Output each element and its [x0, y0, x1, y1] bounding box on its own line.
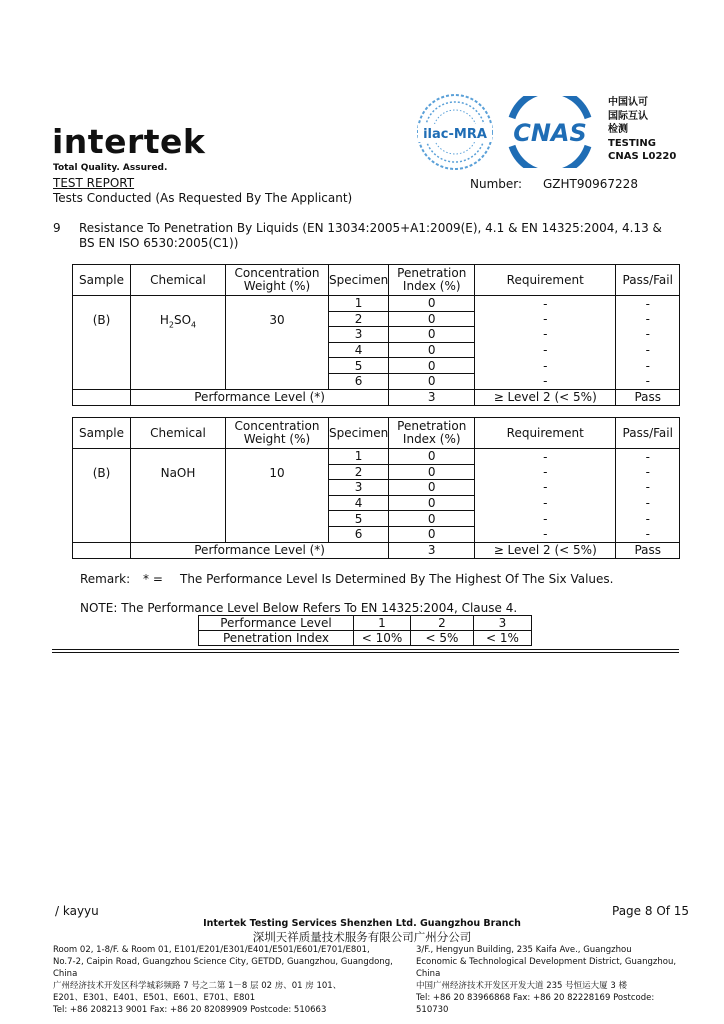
level-cell: 2 — [411, 616, 474, 631]
index-cell: 0 — [389, 358, 475, 374]
performance-blank — [73, 389, 131, 405]
header-sample: Sample — [73, 418, 131, 449]
address-line: 广州经济技术开发区科学城彩频路 7 号之二第 1－8 层 02 房、01 房 101、 — [53, 981, 342, 991]
cnas-line: 中国认可 — [608, 97, 648, 108]
index-cell: 0 — [389, 327, 475, 343]
section-title: Resistance To Penetration By Liquids (EN 13034:2005+A1:2009(E), 4.1 & EN 14325:2004, 4.13 & BS EN ISO 6530:2005(C1)) — [79, 221, 662, 250]
chemical-cell: NaOH — [131, 449, 226, 543]
header-specimen: Specimen — [329, 265, 389, 296]
results-table-h2so4 — [72, 264, 680, 406]
result-cell: - — [616, 358, 680, 374]
specimen-cell: 2 — [329, 464, 389, 480]
specimen-cell: 1 — [329, 449, 389, 465]
requirement-cell: - — [475, 511, 616, 527]
index-cell: < 1% — [474, 631, 532, 646]
divider — [52, 652, 679, 653]
chemical-cell — [131, 296, 226, 390]
header-penetration-line2: Index (%) — [402, 432, 461, 446]
header-specimen: Specimen — [329, 418, 389, 449]
specimen-cell: 6 — [329, 373, 389, 389]
performance-requirement: ≥ Level 2 (< 5%) — [475, 389, 616, 405]
requirement-cell: - — [475, 358, 616, 374]
ilac-logo-text: ilac-MRA — [423, 127, 487, 142]
cnas-line: CNAS L0220 — [608, 151, 677, 162]
report-number-label: Number: — [470, 177, 523, 191]
specimen-cell: 6 — [329, 526, 389, 542]
table-row — [73, 296, 680, 312]
ilac-mra-logo — [415, 92, 495, 172]
index-cell: 0 — [389, 342, 475, 358]
intertek-logo: intertek — [52, 122, 206, 161]
index-cell: 0 — [389, 511, 475, 527]
index-cell: 0 — [389, 495, 475, 511]
header-passfail: Pass/Fail — [616, 265, 680, 296]
specimen-cell: 4 — [329, 495, 389, 511]
level-cell: 3 — [474, 616, 532, 631]
address-line: Room 02, 1-8/F. & Room 01, E101/E201/E301/E401/E501/E601/E701/E801, — [53, 945, 370, 955]
requirement-cell: - — [475, 480, 616, 496]
logo-tagline: Total Quality. Assured. — [53, 163, 168, 173]
header-concentration — [226, 265, 329, 296]
cnas-accreditation-text — [608, 96, 676, 164]
table-row — [73, 449, 680, 465]
cnas-logo-text: CNAS — [513, 119, 587, 147]
concentration-cell: 30 — [226, 296, 329, 390]
header-penetration — [389, 418, 475, 449]
performance-value: 3 — [389, 542, 475, 558]
page-number: Page 8 Of 15 — [612, 904, 690, 918]
sample-cell: (B) — [73, 449, 131, 543]
address-line: No.7-2, Caipin Road, Guangzhou Science City, GETDD, Guangzhou, Guangdong, China — [53, 957, 393, 979]
index-cell: 0 — [389, 311, 475, 327]
address-line: China — [416, 969, 441, 979]
divider — [52, 649, 679, 650]
result-cell: - — [616, 296, 680, 312]
result-cell: - — [616, 526, 680, 542]
performance-label: Performance Level (*) — [131, 542, 389, 558]
index-cell: 0 — [389, 464, 475, 480]
level-row-label: Performance Level — [199, 616, 354, 631]
specimen-cell: 5 — [329, 358, 389, 374]
performance-requirement: ≥ Level 2 (< 5%) — [475, 542, 616, 558]
branch-name-cn: 深圳天祥质量技术服务有限公司广州分公司 — [252, 930, 472, 944]
remark-text: The Performance Level Is Determined By The Highest Of The Six Values. — [180, 572, 614, 586]
header-chemical: Chemical — [131, 418, 226, 449]
result-cell: - — [616, 511, 680, 527]
address-line: Tel: +86 208213 9001 Fax: +86 20 82089909 Postcode: 510663 — [53, 1005, 327, 1015]
result-cell: - — [616, 480, 680, 496]
address-line: Tel: +86 20 83966868 Fax: +86 20 82228169 Postcode: 510730 — [416, 993, 655, 1015]
header-penetration-line1: Penetration — [397, 266, 467, 280]
results-table-naoh — [72, 417, 680, 559]
address-right — [416, 944, 686, 1016]
requirement-cell: - — [475, 327, 616, 343]
result-cell: - — [616, 464, 680, 480]
index-cell: 0 — [389, 373, 475, 389]
index-cell: < 10% — [354, 631, 411, 646]
specimen-cell: 3 — [329, 480, 389, 496]
address-line: Economic & Technological Development District, Guangzhou, — [416, 957, 677, 967]
requirement-cell: - — [475, 449, 616, 465]
result-cell: - — [616, 373, 680, 389]
index-cell: 0 — [389, 526, 475, 542]
requirement-cell: - — [475, 342, 616, 358]
header-requirement: Requirement — [475, 265, 616, 296]
performance-label: Performance Level (*) — [131, 389, 389, 405]
concentration-cell: 10 — [226, 449, 329, 543]
requirement-cell: - — [475, 311, 616, 327]
cnas-logo — [502, 96, 598, 168]
index-cell: 0 — [389, 296, 475, 312]
report-number-value: GZHT90967228 — [543, 177, 638, 191]
requirement-cell: - — [475, 526, 616, 542]
note-text: NOTE: The Performance Level Below Refers To EN 14325:2004, Clause 4. — [80, 601, 518, 615]
performance-result: Pass — [616, 389, 680, 405]
signer: / kayyu — [55, 904, 99, 918]
address-line: E201、E301、E401、E501、E601、E701、E801 — [53, 993, 256, 1003]
index-cell: 0 — [389, 449, 475, 465]
requirement-cell: - — [475, 296, 616, 312]
cnas-line: 检测 — [608, 124, 628, 135]
address-left — [53, 944, 413, 1016]
header-concentration-line2: Weight (%) — [243, 432, 311, 446]
index-cell: 0 — [389, 480, 475, 496]
level-cell: 1 — [354, 616, 411, 631]
header-penetration-line2: Index (%) — [402, 279, 461, 293]
section-number: 9 — [53, 221, 61, 235]
remark-label: Remark: — [80, 572, 131, 586]
specimen-cell: 4 — [329, 342, 389, 358]
cnas-line: TESTING — [608, 137, 656, 149]
header-penetration — [389, 265, 475, 296]
specimen-cell: 5 — [329, 511, 389, 527]
header-penetration-line1: Penetration — [397, 419, 467, 433]
remark-symbol: * = — [143, 572, 163, 586]
index-row-label: Penetration Index — [199, 631, 354, 646]
specimen-cell: 2 — [329, 311, 389, 327]
result-cell: - — [616, 342, 680, 358]
sample-cell: (B) — [73, 296, 131, 390]
result-cell: - — [616, 327, 680, 343]
report-title: TEST REPORT — [53, 176, 135, 190]
specimen-cell: 1 — [329, 296, 389, 312]
address-line: 3/F., Hengyun Building, 235 Kaifa Ave., Guangzhou — [416, 945, 632, 955]
header-chemical: Chemical — [131, 265, 226, 296]
report-subtitle: Tests Conducted (As Requested By The Applicant) — [53, 191, 353, 205]
index-cell: < 5% — [411, 631, 474, 646]
table-row — [199, 616, 532, 631]
header-passfail: Pass/Fail — [616, 418, 680, 449]
header-concentration-line1: Concentration — [234, 266, 320, 280]
specimen-cell: 3 — [329, 327, 389, 343]
header-concentration-line1: Concentration — [234, 419, 320, 433]
performance-level-table — [198, 615, 532, 646]
result-cell: - — [616, 495, 680, 511]
requirement-cell: - — [475, 373, 616, 389]
branch-name: Intertek Testing Services Shenzhen Ltd. Guangzhou Branch — [203, 918, 521, 929]
address-line: 中国广州经济技术开发区开发大道 235 号恒运大厦 3 楼 — [416, 981, 627, 991]
performance-row — [73, 542, 680, 558]
cnas-line: 国际互认 — [608, 110, 648, 122]
header-concentration — [226, 418, 329, 449]
header-sample: Sample — [73, 265, 131, 296]
performance-value: 3 — [389, 389, 475, 405]
requirement-cell: - — [475, 495, 616, 511]
result-cell: - — [616, 449, 680, 465]
header-requirement: Requirement — [475, 418, 616, 449]
requirement-cell: - — [475, 464, 616, 480]
performance-row — [73, 389, 680, 405]
chemical-formula: $H_2SO_4$ — [159, 313, 197, 330]
performance-result: Pass — [616, 542, 680, 558]
result-cell: - — [616, 311, 680, 327]
header-concentration-line2: Weight (%) — [243, 279, 311, 293]
table-row — [199, 631, 532, 646]
performance-blank — [73, 542, 131, 558]
